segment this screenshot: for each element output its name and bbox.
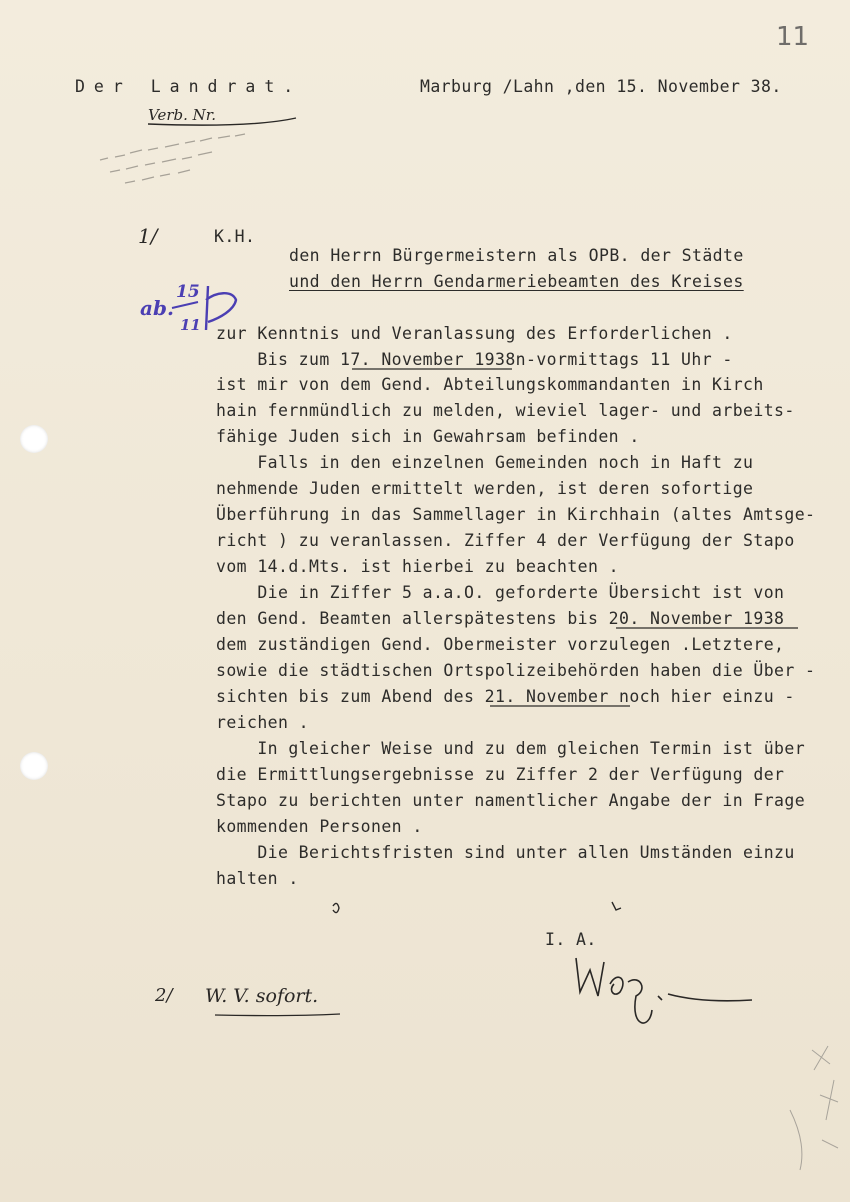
body-line: nehmende Juden ermittelt werden, ist deren sofortige (216, 479, 754, 498)
recipient-line-1: den Herrn Bürgermeistern als OPB. der Städte (289, 246, 744, 265)
page-number: 11 (776, 22, 810, 52)
body-line: die Ermittlungsergebnisse zu Ziffer 2 der Verfügung der (216, 765, 785, 784)
body-line: Die in Ziffer 5 a.a.O. geforderte Übersicht ist von (216, 583, 785, 602)
ink-mark-right (612, 902, 621, 910)
body-line: sowie die städtischen Ortspolizeibehörden haben die Über - (216, 661, 816, 680)
body-line: In gleicher Weise und zu dem gleichen Termin ist über (216, 739, 806, 758)
margin-number-2: 2/ (155, 985, 173, 1006)
ink-mark-left (333, 903, 339, 912)
body-line: dem zuständigen Gend. Obermeister vorzulegen .Letztere, (216, 635, 785, 654)
body-line: Überführung in das Sammellager in Kirchhain (altes Amtsge- (216, 505, 816, 524)
body-line: fähige Juden sich in Gewahrsam befinden . (216, 427, 640, 446)
body-line: Falls in den einzelnen Gemeinden noch in Haft zu (216, 453, 754, 472)
body-line: Die Berichtsfristen sind unter allen Umständen einzu (216, 843, 795, 862)
body-line: sichten bis zum Abend des 21. November noch hier einzu - (216, 687, 795, 706)
body-line: hain fernmündlich zu melden, wieviel lager- und arbeits- (216, 401, 795, 420)
margin-note-num-top: 15 (176, 282, 200, 302)
sender-line: Der Landrat. (75, 77, 303, 96)
body-line: Bis zum 17. November 1938n-vormittags 11 Uhr - (216, 350, 733, 369)
place-date-line: Marburg /Lahn ,den 15. November 38. (420, 77, 782, 96)
body-line: zur Kenntnis und Veranlassung des Erforderlichen . (216, 324, 733, 343)
handwritten-note: W. V. sofort. (205, 985, 319, 1007)
body-line: richt ) zu veranlassen. Ziffer 4 der Verfügung der Stapo (216, 531, 795, 550)
body-line: Stapo zu berichten unter namentlicher Angabe der in Frage (216, 791, 806, 810)
faint-stamp-marks (100, 134, 245, 183)
body-line: halten . (216, 869, 299, 888)
body-line: vom 14.d.Mts. ist hierbei zu beachten . (216, 557, 620, 576)
margin-note-ab: ab. (140, 296, 174, 320)
body-line: kommenden Personen . (216, 817, 423, 836)
body-line: ist mir von dem Gend. Abteilungskommandanten in Kirch (216, 375, 764, 394)
body-line: den Gend. Beamten allerspätestens bis 20. November 1938 (216, 609, 785, 628)
reference-handwritten: Verb. Nr. (148, 106, 217, 124)
kh-abbrev: K.H. (214, 227, 256, 246)
pencil-marks-right (790, 1046, 838, 1170)
reference-underline (148, 118, 296, 125)
signature (576, 958, 752, 1023)
blue-fraction-bar (172, 302, 198, 308)
body-line: reichen . (216, 713, 310, 732)
margin-note-num-bottom: 11 (180, 316, 201, 334)
blue-check-mark (206, 286, 236, 330)
handwritten-note-underline (215, 1014, 340, 1016)
recipient-line-2: und den Herrn Gendarmeriebeamten des Kreises (289, 272, 744, 291)
margin-number-1: 1/ (138, 224, 158, 248)
ia-abbrev: I. A. (545, 930, 597, 949)
